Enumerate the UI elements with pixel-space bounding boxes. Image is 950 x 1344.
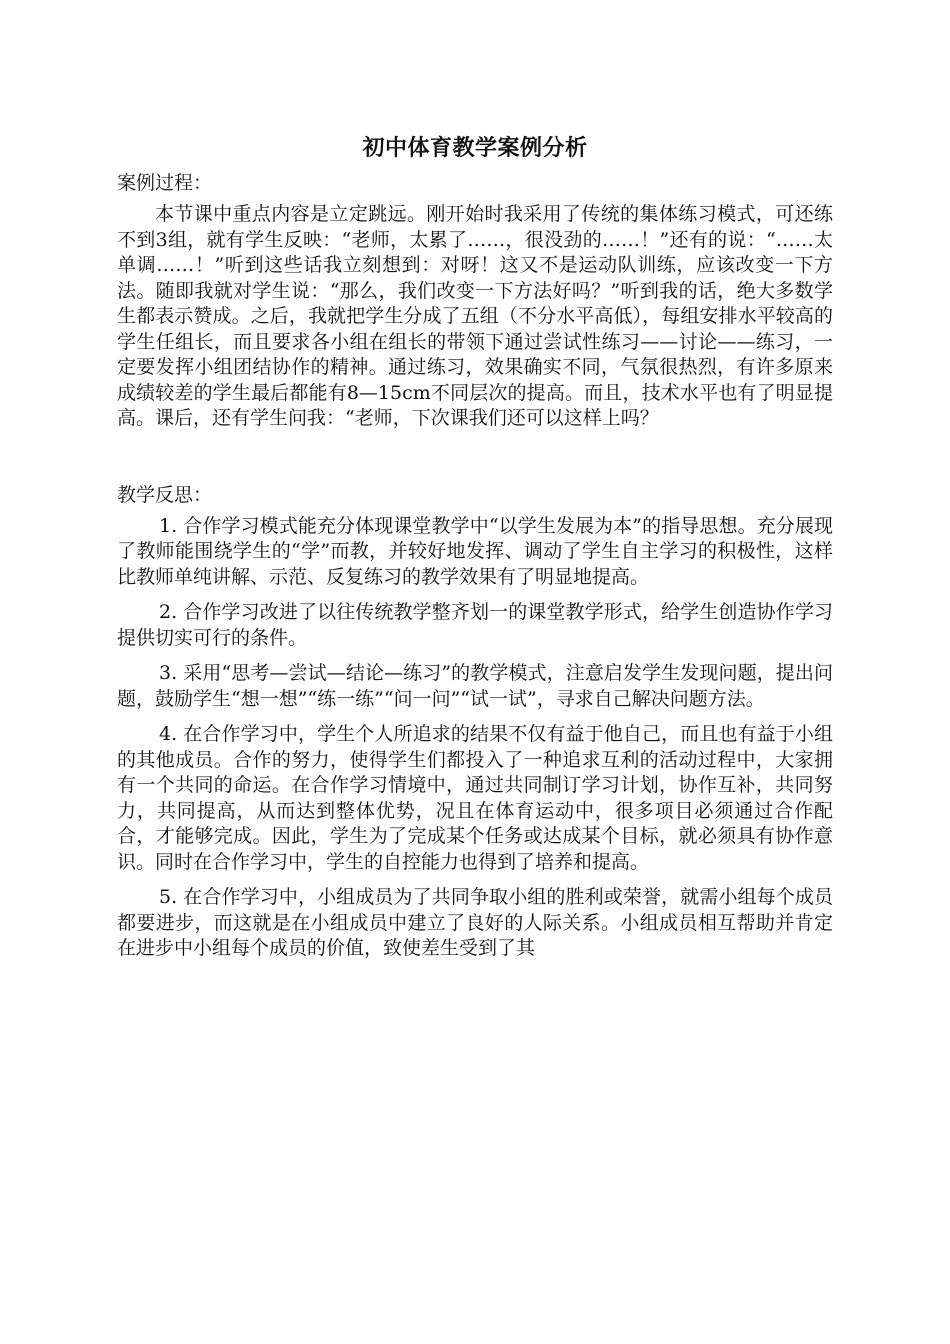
case-paragraph: 本节课中重点内容是立定跳远。刚开始时我采用了传统的集体练习模式，可还练不到3组，就有学生反映：“老师，太累了……，很没劲的……！”还有的说：“……太单调……！”听到这些话我立刻想到：对呀！这又不是运动队训练，应该改变一下方法。随即我就对学生说：“那么，我们改变一下方法好吗？”听到我的话，绝大多数学生都表示赞成。之后，我就把学生分成了五组（不分水平高低），每组安排水平较高的学生任组长，而且要求各小组在组长的带领下通过尝试性练习——讨论——练习，一定要发挥小组团结协作的精神。通过练习，效果确实不同，气氛很热烈，有许多原来成绩较差的学生最后都能有8—15cm不同层次的提高。而且，技术水平也有了明显提高。课后，还有学生问我：“老师，下次课我们还可以这样上吗？ — [117, 203, 833, 429]
case-process-body — [117, 202, 833, 432]
reflection-list — [117, 514, 833, 962]
reflection-item-3: 3. 采用“思考—尝试—结论—练习”的教学模式，注意启发学生发现问题，提出问题，鼓励学生“想一想”“练一练”“问一问”“试一试”，寻求自己解决问题方法。 — [117, 662, 833, 710]
reflection-item-1: 1. 合作学习模式能充分体现课堂教学中“以学生发展为本”的指导思想。充分展现了教师能围绕学生的“学”而教，并较好地发挥、调动了学生自主学习的积极性，这样比教师单纯讲解、示范、反复练习的教学效果有了明显地提高。 — [117, 514, 833, 588]
reflection-item-5: 5. 在合作学习中，小组成员为了共同争取小组的胜利或荣誉，就需小组每个成员都要进步，而这就是在小组成员中建立了良好的人际关系。小组成员相互帮助并肯定在进步中小组每个成员的价值，致使差生受到了其 — [117, 886, 833, 959]
document-page — [117, 128, 833, 972]
reflection-item-2: 2. 合作学习改进了以往传统教学整齐划一的课堂教学形式，给学生创造协作学习提供切实可行的条件。 — [117, 601, 833, 649]
section-spacer — [117, 432, 833, 480]
reflection-item-4: 4. 在合作学习中，学生个人所追求的结果不仅有益于他自己，而且也有益于小组的其他成员。合作的努力，使得学生们都投入了一种追求互利的活动过程中，大家拥有一个共同的命运。在合作学习情境中，通过共同制订学习计划，协作互补，共同努力，共同提高，从而达到整体优势，况且在体育运动中，很多项目必须通过合作配合，才能够完成。因此，学生为了完成某个任务或达成某个目标，就必须具有协作意识。同时在合作学习中，学生的自控能力也得到了培养和提高。 — [117, 723, 833, 873]
document-title: 初中体育教学案例分析 — [362, 135, 588, 161]
case-process-label: 案例过程： — [117, 172, 213, 194]
reflection-label: 教学反思： — [117, 483, 213, 506]
